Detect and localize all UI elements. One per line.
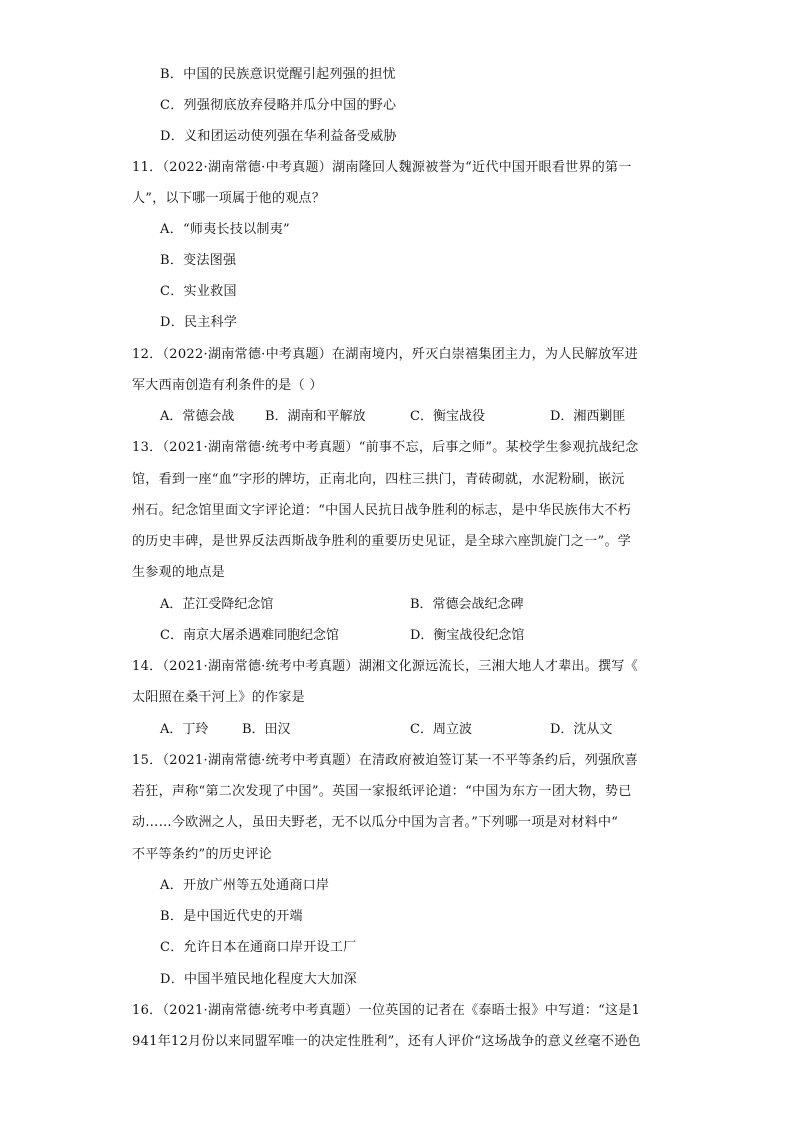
q13-stem-line5: 生参观的地点是 xyxy=(132,565,226,580)
q14-option-d[interactable]: D．沈从文 xyxy=(550,722,613,737)
q12-stem-line1: 12．（2022·湖南常德·中考真题）在湖南境内，歼灭白崇禧集团主力，为人民解放军进 xyxy=(132,347,638,362)
q12-option-d[interactable]: D．湘西剿匪 xyxy=(550,409,626,424)
q11-stem-line1: 11．（2022·湖南常德·中考真题）湖南隆回人魏源被誉为“近代中国开眼看世界的第一 xyxy=(132,160,632,175)
q14-stem-line1: 14．（2021·湖南常德·统考中考真题）湖湘文化源远流长，三湘大地人才辈出。撰写《 xyxy=(132,659,638,674)
q13-option-b[interactable]: B．常德会战纪念碑 xyxy=(410,597,524,612)
q12-option-b[interactable]: B．湖南和平解放 xyxy=(265,409,366,424)
q13-stem-line1: 13．（2021·湖南常德·统考中考真题）“前事不忘，后事之师”。某校学生参观抗战纪念 xyxy=(132,440,639,455)
q10-option-b[interactable]: B．中国的民族意识觉醒引起列强的担忧 xyxy=(160,67,396,82)
q15-stem-line1: 15．（2021·湖南常德·统考中考真题）在清政府被迫签订某一不平等条约后，列强欣喜 xyxy=(132,753,638,768)
q11-option-d[interactable]: D．民主科学 xyxy=(160,315,238,330)
q15-option-a[interactable]: A．开放广州等五处通商口岸 xyxy=(160,878,330,893)
q12-stem-line2: 军大西南创造有利条件的是（ ） xyxy=(132,378,323,393)
q10-option-d[interactable]: D．义和团运动使列强在华利益备受威胁 xyxy=(160,129,397,144)
q14-option-a[interactable]: A．丁玲 xyxy=(160,722,209,737)
q15-stem-line2: 若狂，声称“第二次发现了中国”。英国一家报纸评论道：“中国为东方一团大物，势已 xyxy=(132,784,632,799)
q14-option-b[interactable]: B．田汉 xyxy=(242,722,291,737)
q15-option-c[interactable]: C．允许日本在通商口岸开设工厂 xyxy=(160,940,357,955)
q10-option-c[interactable]: C．列强彻底放弃侵略并瓜分中国的野心 xyxy=(160,98,397,113)
q11-option-b[interactable]: B．变法图强 xyxy=(160,253,237,268)
q16-stem-line2: 941年12月份以来同盟军唯一的决定性胜利”，还有人评价“这场战争的意义丝毫不逊色 xyxy=(132,1034,641,1049)
q12-option-c[interactable]: C．衡宝战役 xyxy=(410,409,485,424)
q12-option-a[interactable]: A．常德会战 xyxy=(160,409,235,424)
q13-stem-line2: 馆，看到一座“血”字形的牌坊，正南北向，四柱三拱门，青砖砌就，水泥粉刷，嵌沅 xyxy=(132,472,625,487)
q16-stem-line1: 16．（2021·湖南常德·统考中考真题）一位英国的记者在《泰晤士报》中写道：“这是1 xyxy=(132,1003,641,1018)
q13-stem-line4: 的历史丰碑，是世界反法西斯战争胜利的重要历史见证，是全球六座凯旋门之一”。学 xyxy=(132,534,632,549)
q14-stem-line2: 太阳照在桑干河上》的作家是 xyxy=(132,690,305,705)
q15-stem-line4: 不平等条约”的历史评论 xyxy=(132,847,272,862)
q15-option-b[interactable]: B．是中国近代史的开端 xyxy=(160,909,303,924)
q11-option-a[interactable]: A．“师夷长技以制夷” xyxy=(160,222,290,237)
q13-stem-line3: 州石。纪念馆里面文字评论道：“中国人民抗日战争胜利的标志，是中华民族伟大不朽 xyxy=(132,503,632,518)
q14-option-c[interactable]: C．周立波 xyxy=(410,722,472,737)
q13-option-a[interactable]: A．芷江受降纪念馆 xyxy=(160,597,274,612)
q15-stem-line3: 动……今欧洲之人，虽田夫野老，无不以瓜分中国为言者。”下列哪一项是对材料中“ xyxy=(132,815,619,830)
q11-option-c[interactable]: C．实业救国 xyxy=(160,284,237,299)
q15-option-d[interactable]: D．中国半殖民地化程度大大加深 xyxy=(160,972,357,987)
q13-option-d[interactable]: D．衡宝战役纪念馆 xyxy=(410,628,525,643)
q13-option-c[interactable]: C．南京大屠杀遇难同胞纪念馆 xyxy=(160,628,339,643)
q11-stem-line2: 人”，以下哪一项属于他的观点？ xyxy=(132,191,326,206)
